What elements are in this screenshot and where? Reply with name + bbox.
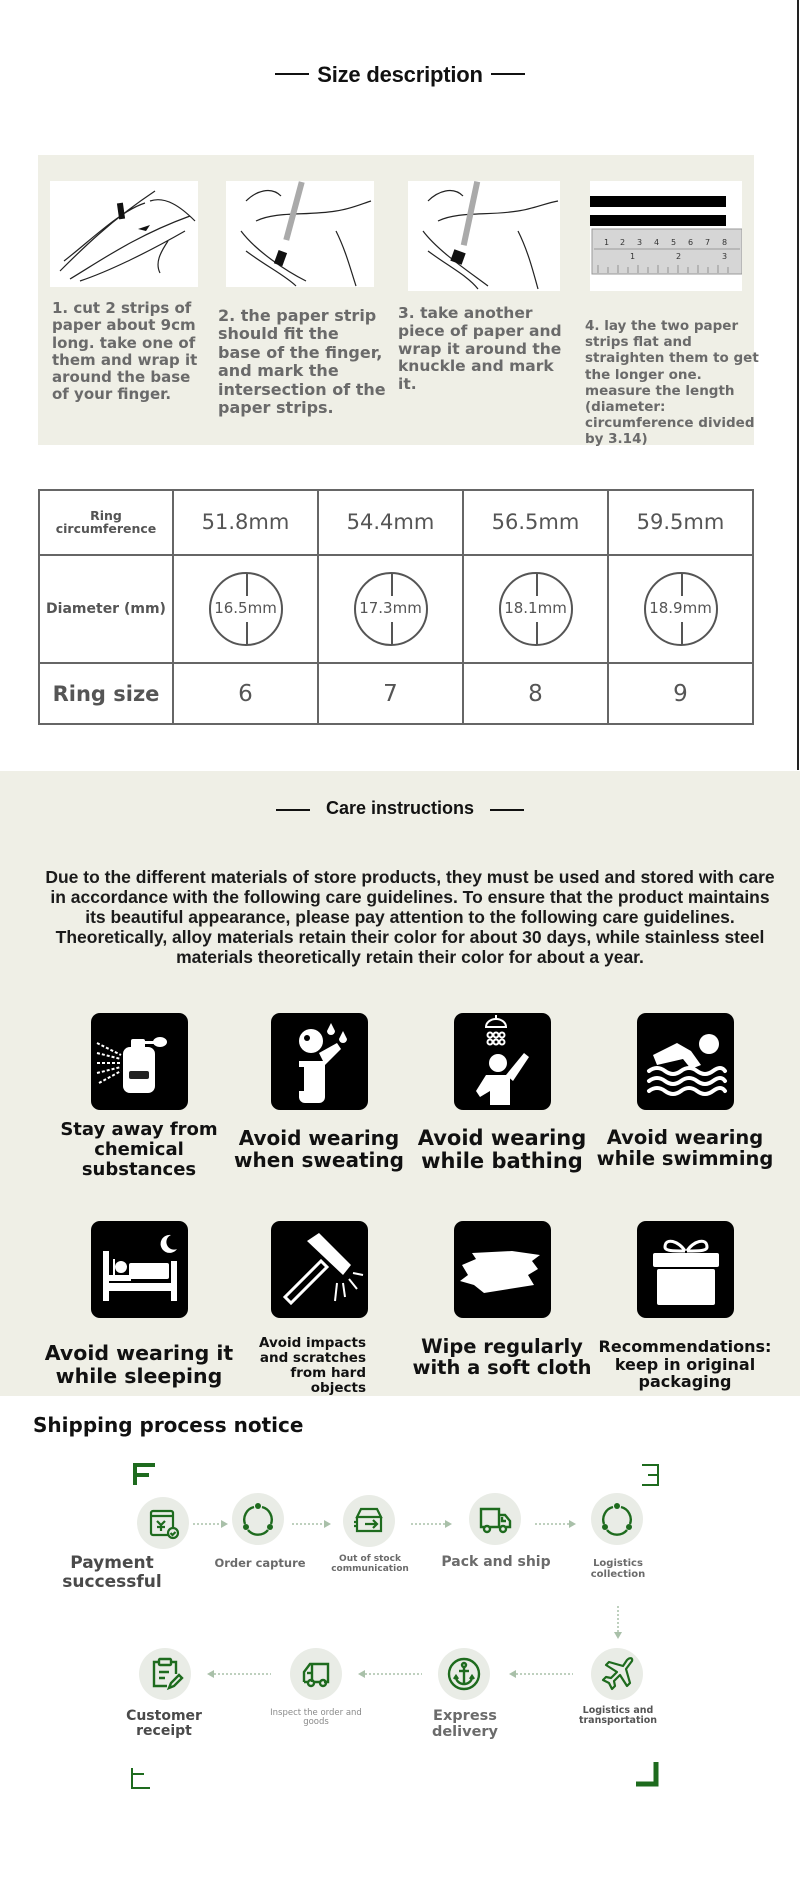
knuckle-wrap-illustration xyxy=(408,181,560,291)
step-out-of-stock-communication xyxy=(343,1495,395,1547)
step-label: Logistics and transportation xyxy=(578,1705,658,1727)
care-item xyxy=(224,1221,414,1395)
ring-diameter-icon xyxy=(354,572,428,646)
diameter-cell xyxy=(318,555,463,664)
care-item xyxy=(590,1013,780,1170)
step-logistics-collection xyxy=(591,1493,643,1545)
size-section-title xyxy=(0,62,800,88)
gift-box-icon xyxy=(637,1221,734,1318)
flow-arrow-right xyxy=(193,1520,229,1528)
clipboard-pen-icon xyxy=(139,1648,191,1700)
svg-text:4: 4 xyxy=(654,238,660,247)
diameter-value: 18.1mm xyxy=(504,599,567,617)
flow-arrow-left xyxy=(509,1670,573,1678)
ring-diameter-icon xyxy=(209,572,283,646)
delivery-truck-icon xyxy=(469,1493,521,1545)
diameter-cell xyxy=(463,555,608,664)
flow-arrow-right xyxy=(535,1520,577,1528)
care-item-label: Avoid wearing it while sleeping xyxy=(44,1341,234,1388)
corner-bracket-bottom-right xyxy=(634,1760,660,1788)
care-item xyxy=(44,1221,234,1387)
size-cell: 7 xyxy=(318,663,463,724)
ruler-mark: 1 xyxy=(604,238,610,247)
svg-text:5: 5 xyxy=(671,238,677,247)
diameter-cell xyxy=(608,555,753,664)
step-4-text: 4. lay the two paper strips flat and straighten them to get the longer one. measure the length (diameter: circumference divided by 3.14) xyxy=(585,318,759,448)
corner-bracket-top-left xyxy=(133,1463,157,1487)
mark-strip-illustration xyxy=(226,181,374,287)
step-order-capture xyxy=(232,1493,284,1545)
sweating-person-icon xyxy=(271,1013,368,1110)
right-edge-divider xyxy=(797,0,799,770)
size-title-text: Size description xyxy=(317,62,483,87)
hand-wrap-strip-illustration xyxy=(50,181,198,287)
title-dash-right xyxy=(490,809,524,811)
care-item-label: Wipe regularly with a soft cloth xyxy=(412,1335,592,1380)
circumference-cell: 54.4mm xyxy=(318,490,463,555)
measuring-steps-panel xyxy=(38,155,759,448)
circumference-cell: 51.8mm xyxy=(173,490,318,555)
care-item-label: Recommendations: keep in original packaging xyxy=(598,1337,772,1392)
care-item xyxy=(44,1013,234,1179)
table-row-diameter xyxy=(39,555,753,664)
svg-text:8: 8 xyxy=(722,238,728,247)
step-label: Express delivery xyxy=(431,1708,499,1740)
diameter-cell xyxy=(173,555,318,664)
diameter-value: 18.9mm xyxy=(649,599,712,617)
corner-bracket-top-right xyxy=(640,1463,664,1487)
corner-bracket-bottom-left xyxy=(130,1766,154,1790)
hammer-impact-icon xyxy=(271,1221,368,1318)
step-express-delivery xyxy=(438,1648,490,1700)
row-label-size: Ring size xyxy=(39,663,173,724)
airplane-icon xyxy=(591,1648,643,1700)
svg-text:3: 3 xyxy=(722,252,728,261)
step-label: Payment successful xyxy=(62,1553,162,1592)
swimming-icon xyxy=(637,1013,734,1110)
diameter-value: 16.5mm xyxy=(214,599,277,617)
box-arrow-icon xyxy=(343,1495,395,1547)
svg-text:3: 3 xyxy=(637,238,643,247)
step-label: Order capture xyxy=(214,1556,306,1570)
shower-icon xyxy=(454,1013,551,1110)
step-customer-receipt xyxy=(139,1648,191,1700)
ruler-measure-illustration xyxy=(590,181,742,291)
care-item-label: Stay away from chemical substances xyxy=(60,1119,218,1180)
flow-arrow-left xyxy=(207,1670,271,1678)
ring-size-table xyxy=(38,489,754,725)
flow-arrow-down xyxy=(614,1606,622,1640)
care-section-title xyxy=(0,798,800,819)
perfume-spray-icon xyxy=(91,1013,188,1110)
step-label: Customer receipt xyxy=(126,1708,202,1740)
step-payment-successful xyxy=(137,1497,189,1549)
truck-inspect-icon xyxy=(290,1648,342,1700)
logistics-cycle-icon xyxy=(591,1493,643,1545)
size-cell: 6 xyxy=(173,663,318,724)
svg-text:7: 7 xyxy=(705,238,711,247)
step-label: Inspect the order and goods xyxy=(270,1708,362,1728)
step-label: Out of stock communication xyxy=(331,1554,409,1574)
svg-text:1: 1 xyxy=(630,252,636,261)
ring-diameter-icon xyxy=(644,572,718,646)
svg-text:2: 2 xyxy=(620,238,626,247)
diameter-value: 17.3mm xyxy=(359,599,422,617)
care-item-label: Avoid wearing while swimming xyxy=(596,1126,774,1171)
step-label: Logistics collection xyxy=(590,1558,646,1580)
care-item-label: Avoid wearing while bathing xyxy=(417,1126,587,1174)
table-row-size xyxy=(39,663,753,724)
care-paragraph: Due to the different materials of store products, they must be used and stored with care in accordance with the following care guidelines. To ensure that the product maintains its beautiful appearance, please pay attention to the following care guidelines. Theoretically, alloy materials retain their color for about 30 days, while stainless steel materials theoretically retain their color for about a year. xyxy=(45,867,775,967)
ring-diameter-icon xyxy=(499,572,573,646)
flow-arrow-right xyxy=(411,1520,453,1528)
circumference-cell: 59.5mm xyxy=(608,490,753,555)
order-capture-cycle-icon xyxy=(232,1493,284,1545)
care-item xyxy=(407,1013,597,1173)
title-dash-right xyxy=(491,73,525,75)
step-2-text: 2. the paper strip should fit the base of the finger, and mark the intersection of the paper strips. xyxy=(218,306,386,417)
care-item xyxy=(407,1221,597,1379)
size-cell: 9 xyxy=(608,663,753,724)
bed-sleep-icon xyxy=(91,1221,188,1318)
care-item xyxy=(590,1221,780,1391)
step-3-text: 3. take another piece of paper and wrap it around the knuckle and mark it. xyxy=(398,304,562,394)
size-cell: 8 xyxy=(463,663,608,724)
shipping-section-title: Shipping process notice xyxy=(33,1413,304,1437)
care-item-label: Avoid wearing when sweating xyxy=(234,1126,404,1172)
title-dash-left xyxy=(276,809,310,811)
row-label-circumference: Ring circumference xyxy=(39,490,173,555)
flow-arrow-left xyxy=(358,1670,422,1678)
svg-text:2: 2 xyxy=(676,252,682,261)
payment-yen-check-icon xyxy=(137,1497,189,1549)
care-item xyxy=(224,1013,414,1171)
soft-cloth-icon xyxy=(454,1221,551,1318)
care-title-text: Care instructions xyxy=(325,798,475,818)
anchor-icon xyxy=(438,1648,490,1700)
step-inspect-order xyxy=(290,1648,342,1700)
step-1-text: 1. cut 2 strips of paper about 9cm long. take one of them and wrap it around the base of your finger. xyxy=(52,299,198,404)
title-dash-left xyxy=(275,73,309,75)
svg-text:6: 6 xyxy=(688,238,694,247)
step-logistics-and-transportation xyxy=(591,1648,643,1700)
step-pack-and-ship xyxy=(469,1493,521,1545)
table-row-circumference xyxy=(39,490,753,555)
flow-arrow-right xyxy=(292,1520,332,1528)
care-item-label: Avoid impacts and scratches from hard objects xyxy=(259,1335,366,1396)
step-label: Pack and ship xyxy=(441,1554,551,1570)
circumference-cell: 56.5mm xyxy=(463,490,608,555)
row-label-diameter: Diameter (mm) xyxy=(39,555,173,664)
